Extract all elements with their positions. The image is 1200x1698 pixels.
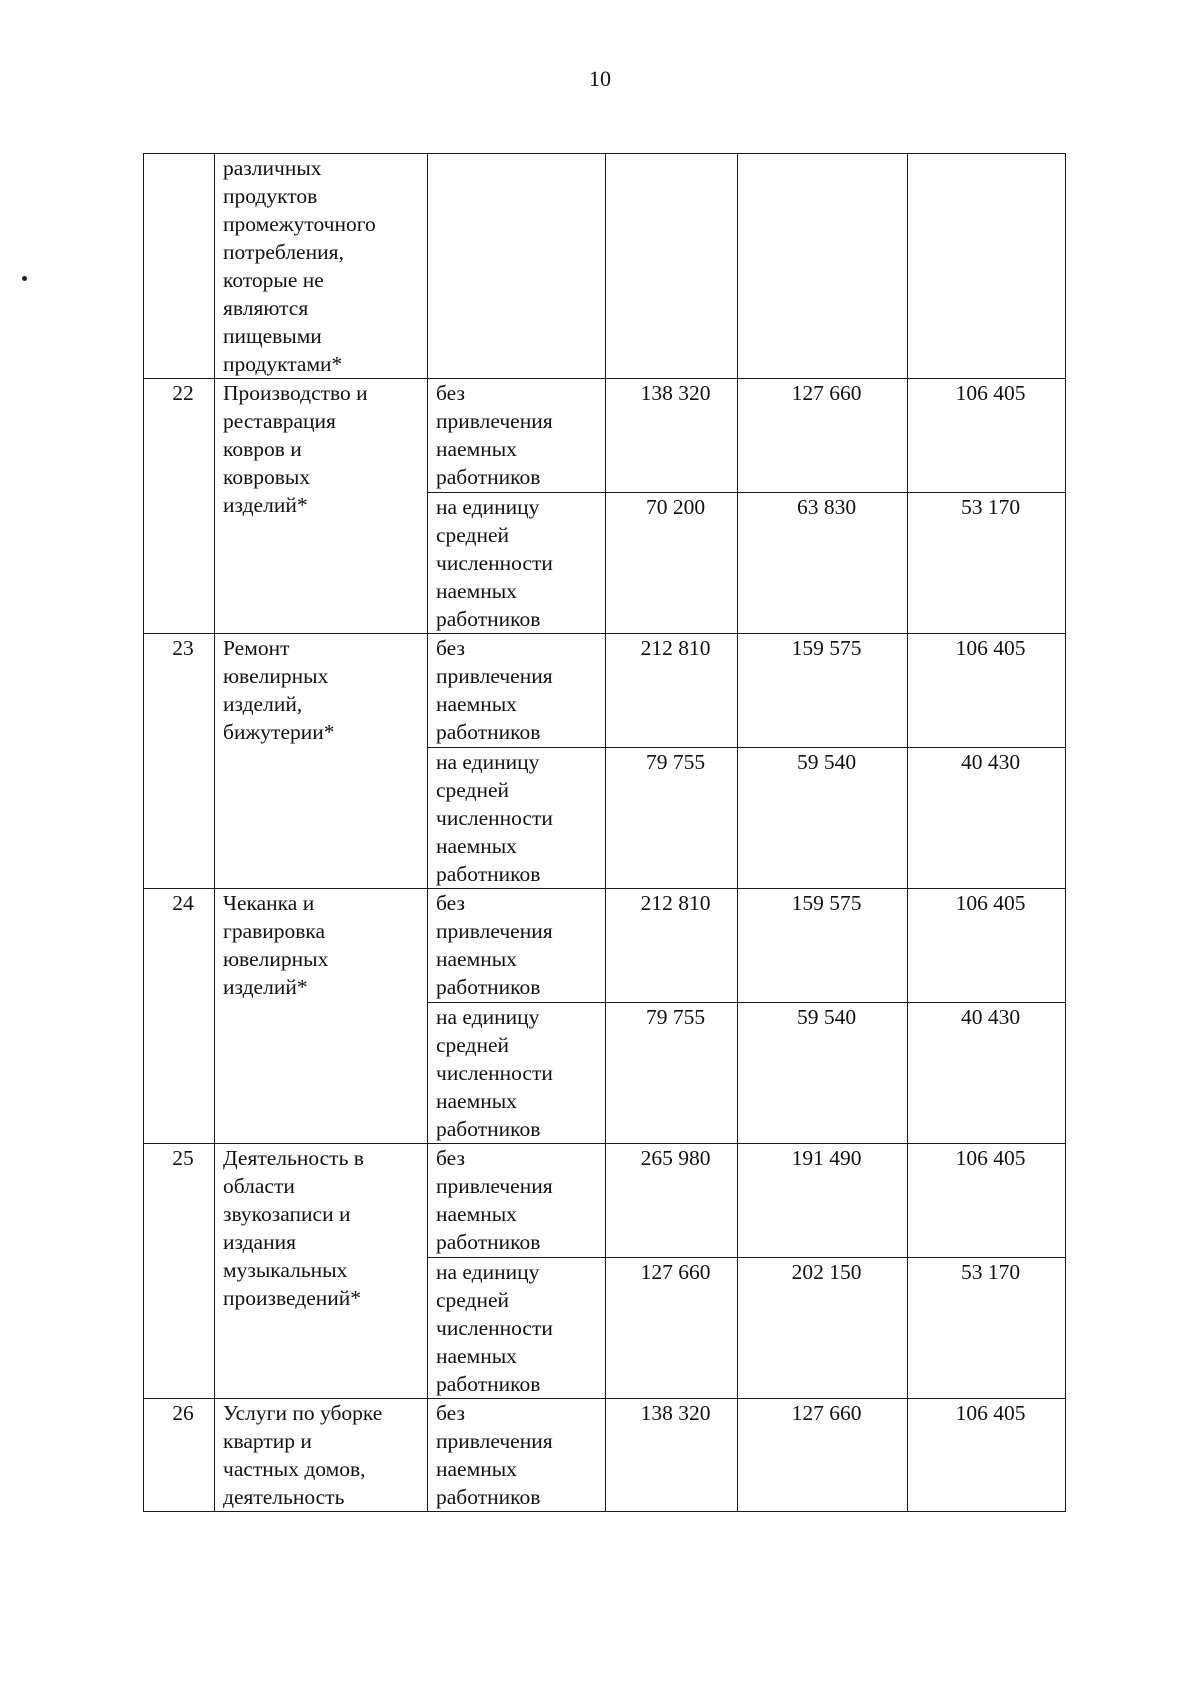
condition-without-workers: без привлечения наемных работников [428, 1144, 606, 1258]
value-2: 159 575 [738, 634, 908, 748]
value-1: 127 660 [606, 1258, 738, 1399]
value-1: 79 755 [606, 1003, 738, 1144]
value-cell-1 [606, 154, 738, 379]
table-row-24-without-workers [144, 889, 1066, 1003]
condition-per-worker: на единицу средней численности наемных работников [428, 748, 606, 889]
activity-name: Чеканка и гравировка ювелирных изделий* [215, 889, 428, 1144]
condition-per-worker: на единицу средней численности наемных работников [428, 1003, 606, 1144]
condition-without-workers: без привлечения наемных работников [428, 634, 606, 748]
scan-mark [22, 276, 27, 281]
value-2: 191 490 [738, 1144, 908, 1258]
row-number: 24 [144, 889, 215, 1144]
table-row-continuation [144, 154, 1066, 379]
activity-name: Деятельность в области звукозаписи и издания музыкальных произведений* [215, 1144, 428, 1399]
condition-per-worker: на единицу средней численности наемных работников [428, 493, 606, 634]
value-cell-3 [908, 154, 1066, 379]
value-2: 63 830 [738, 493, 908, 634]
value-3: 53 170 [908, 493, 1066, 634]
table-row-23-without-workers [144, 634, 1066, 748]
value-2: 59 540 [738, 1003, 908, 1144]
value-3: 40 430 [908, 1003, 1066, 1144]
value-2: 159 575 [738, 889, 908, 1003]
page-number: 10 [589, 66, 611, 91]
table-row-26-without-workers [144, 1399, 1066, 1512]
condition-without-workers: без привлечения наемных работников [428, 1399, 606, 1512]
table-row-25-without-workers [144, 1144, 1066, 1258]
activity-name: Услуги по уборке квартир и частных домов, деятельность [215, 1399, 428, 1512]
activity-name: Ремонт ювелирных изделий, бижутерии* [215, 634, 428, 889]
row-number: 25 [144, 1144, 215, 1399]
value-3: 53 170 [908, 1258, 1066, 1399]
row-number: 22 [144, 379, 215, 634]
value-1: 79 755 [606, 748, 738, 889]
value-2: 127 660 [738, 1399, 908, 1512]
condition-per-worker: на единицу средней численности наемных работников [428, 1258, 606, 1399]
value-2: 127 660 [738, 379, 908, 493]
value-3: 106 405 [908, 634, 1066, 748]
activity-name-cell: различных продуктов промежуточного потребления, которые не являются пищевыми продуктами* [215, 154, 428, 379]
row-number-cell [144, 154, 215, 379]
condition-cell [428, 154, 606, 379]
row-number: 26 [144, 1399, 215, 1512]
value-3: 106 405 [908, 1144, 1066, 1258]
value-1: 212 810 [606, 634, 738, 748]
value-3: 106 405 [908, 889, 1066, 1003]
value-2: 202 150 [738, 1258, 908, 1399]
row-number: 23 [144, 634, 215, 889]
value-1: 70 200 [606, 493, 738, 634]
condition-without-workers: без привлечения наемных работников [428, 889, 606, 1003]
condition-without-workers: без привлечения наемных работников [428, 379, 606, 493]
value-3: 40 430 [908, 748, 1066, 889]
value-2: 59 540 [738, 748, 908, 889]
value-3: 106 405 [908, 1399, 1066, 1512]
value-1: 138 320 [606, 1399, 738, 1512]
activity-name: Производство и реставрация ковров и ковровых изделий* [215, 379, 428, 634]
value-cell-2 [738, 154, 908, 379]
tax-rates-table [143, 153, 1066, 1512]
table-row-22-without-workers [144, 379, 1066, 493]
value-1: 212 810 [606, 889, 738, 1003]
value-1: 138 320 [606, 379, 738, 493]
value-1: 265 980 [606, 1144, 738, 1258]
value-3: 106 405 [908, 379, 1066, 493]
